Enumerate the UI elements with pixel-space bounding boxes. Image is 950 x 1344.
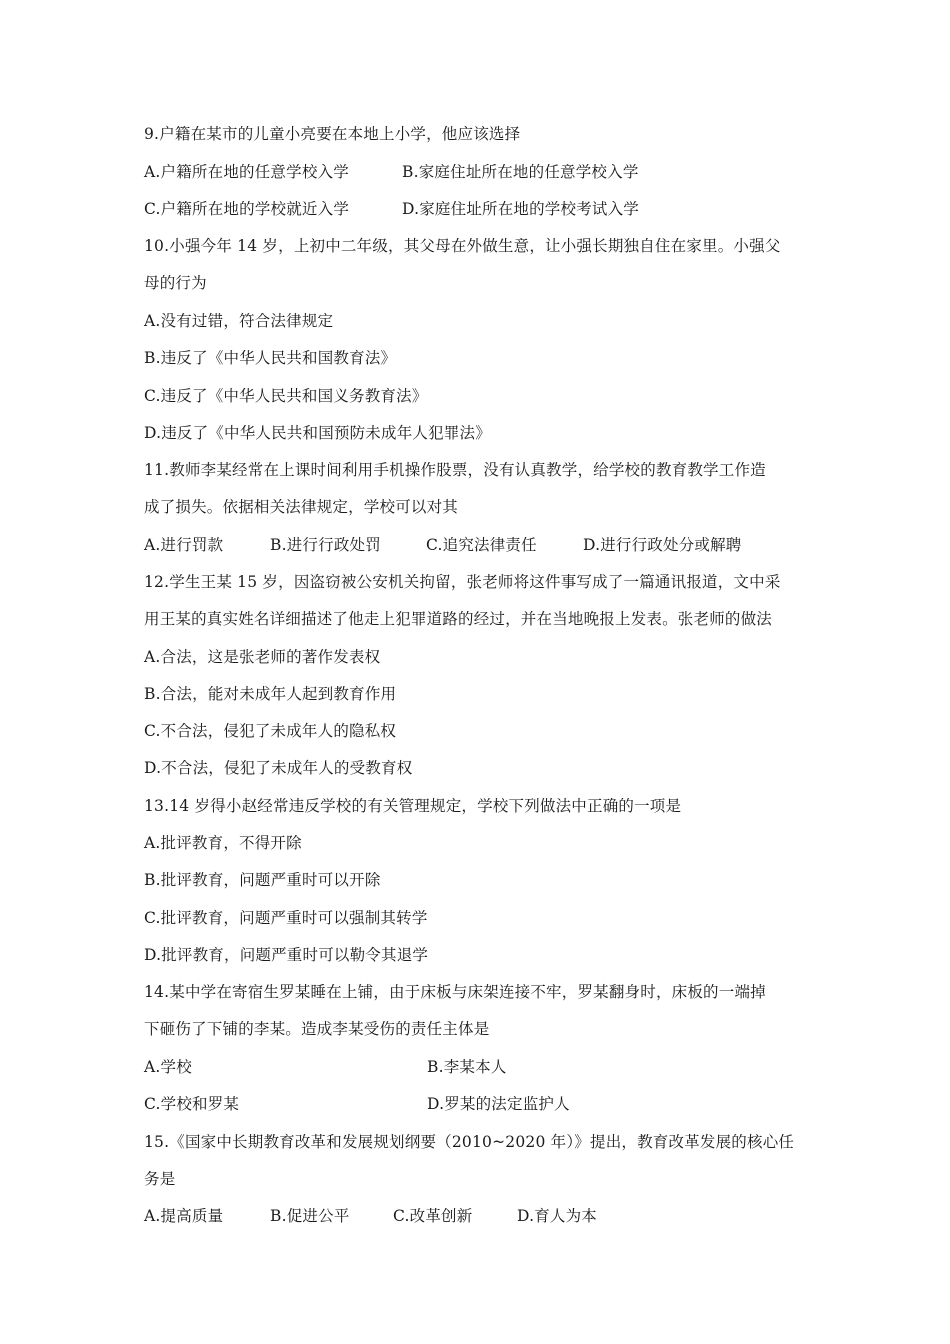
question-11-option-a: A.进行罚款	[144, 536, 224, 554]
question-15-option-b: B.促进公平	[270, 1207, 350, 1225]
question-12-stem-line-2: 用王某的真实姓名详细描述了他走上犯罪道路的经过，并在当地晚报上发表。张老师的做法	[144, 610, 773, 628]
question-11-option-b: B.进行行政处罚	[270, 536, 381, 554]
question-12-stem-line-1: 12.学生王某 15 岁，因盗窃被公安机关拘留，张老师将这件事写成了一篇通讯报道，文中采	[144, 573, 781, 591]
question-9-option-d: D.家庭住址所在地的学校考试入学	[402, 200, 640, 218]
question-10-stem-line-1: 10.小强今年 14 岁，上初中二年级，其父母在外做生意，让小强长期独自住在家里。小强父	[144, 237, 781, 255]
question-10-option-b: B.违反了《中华人民共和国教育法》	[144, 349, 397, 367]
question-9-option-b: B.家庭住址所在地的任意学校入学	[402, 163, 639, 181]
question-14-option-b: B.李某本人	[427, 1058, 507, 1076]
question-14-option-c: C.学校和罗某	[144, 1095, 240, 1113]
question-10-option-a: A.没有过错，符合法律规定	[144, 312, 334, 330]
question-15-stem-line-2: 务是	[144, 1170, 176, 1188]
question-14-option-a: A.学校	[144, 1058, 192, 1076]
question-10-stem-line-2: 母的行为	[144, 274, 207, 292]
question-10-option-d: D.违反了《中华人民共和国预防未成年人犯罪法》	[144, 424, 491, 442]
question-14-option-d: D.罗某的法定监护人	[427, 1095, 570, 1113]
question-9-option-a: A.户籍所在地的任意学校入学	[144, 163, 349, 181]
question-15-option-d: D.育人为本	[517, 1207, 598, 1225]
question-15-option-c: C.改革创新	[393, 1207, 473, 1225]
question-15-option-a: A.提高质量	[144, 1207, 224, 1225]
question-11-stem-line-2: 成了损失。依据相关法律规定，学校可以对其	[144, 498, 459, 516]
question-14-stem-line-1: 14.某中学在寄宿生罗某睡在上铺，由于床板与床架连接不牢，罗某翻身时，床板的一端掉	[144, 983, 766, 1001]
question-15-stem-line-1: 15.《国家中长期教育改革和发展规划纲要（2010~2020 年）》提出，教育改革发展的核心任	[144, 1133, 795, 1151]
question-11-stem-line-1: 11.教师李某经常在上课时间利用手机操作股票，没有认真教学，给学校的教育教学工作造	[144, 461, 766, 479]
question-12-option-d: D.不合法，侵犯了未成年人的受教育权	[144, 759, 413, 777]
question-13-stem: 13.14 岁得小赵经常违反学校的有关管理规定，学校下列做法中正确的一项是	[144, 797, 682, 815]
question-11-option-c: C.追究法律责任	[426, 536, 537, 554]
question-9-option-c: C.户籍所在地的学校就近入学	[144, 200, 350, 218]
question-13-option-d: D.批评教育，问题严重时可以勒令其退学	[144, 946, 429, 964]
question-12-option-c: C.不合法，侵犯了未成年人的隐私权	[144, 722, 397, 740]
question-12-option-a: A.合法，这是张老师的著作发表权	[144, 648, 381, 666]
question-13-option-b: B.批评教育，问题严重时可以开除	[144, 871, 381, 889]
question-13-option-c: C.批评教育，问题严重时可以强制其转学	[144, 909, 428, 927]
question-11-option-d: D.进行行政处分或解聘	[583, 536, 742, 554]
question-12-option-b: B.合法，能对未成年人起到教育作用	[144, 685, 397, 703]
question-14-stem-line-2: 下砸伤了下铺的李某。造成李某受伤的责任主体是	[144, 1020, 490, 1038]
question-10-option-c: C.违反了《中华人民共和国义务教育法》	[144, 387, 428, 405]
question-9-stem: 9.户籍在某市的儿童小亮要在本地上小学，他应该选择	[144, 125, 521, 143]
question-13-option-a: A.批评教育，不得开除	[144, 834, 302, 852]
